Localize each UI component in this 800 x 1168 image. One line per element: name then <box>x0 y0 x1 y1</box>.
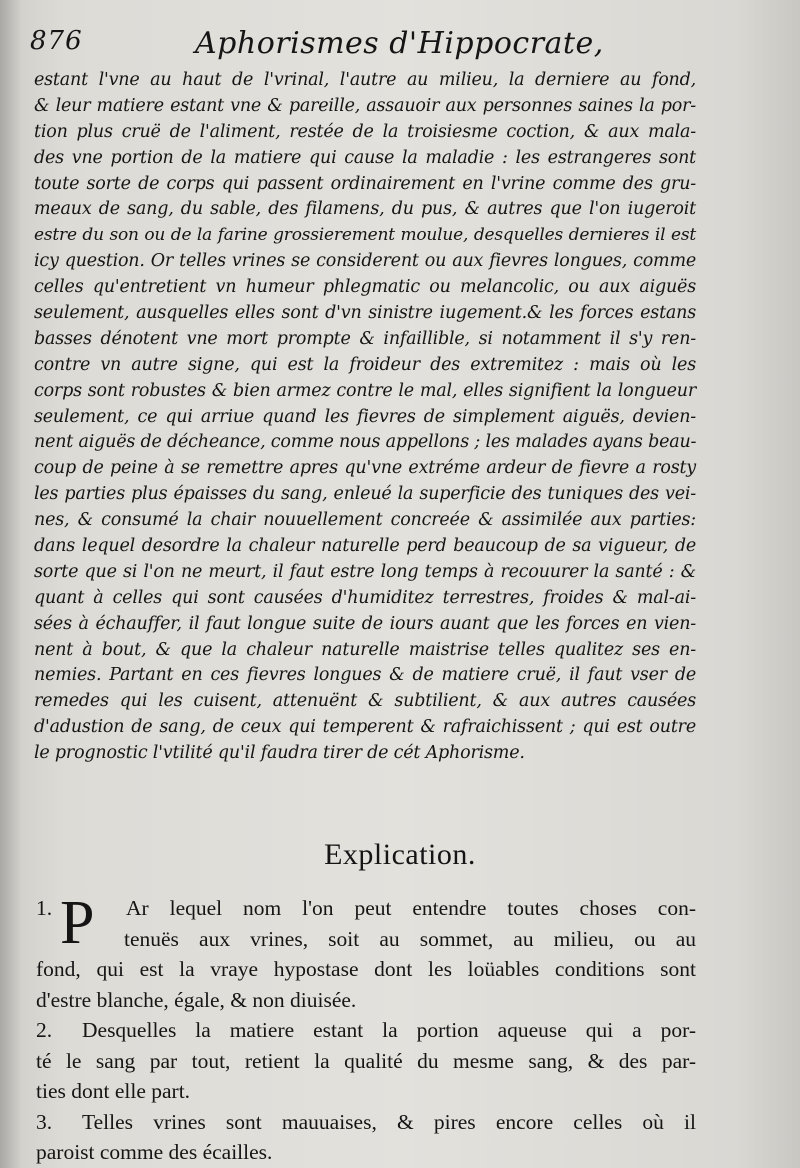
explication-line <box>36 1107 696 1138</box>
explication-list <box>36 889 696 1168</box>
explication-line <box>36 893 696 924</box>
text-line: dans lequel desordre la chaleur naturelle perd beaucoup de sa vigueur, de <box>34 536 696 557</box>
text-line: basses dénotent vne mort prompte & infaillible, si notamment il s'y ren- <box>34 328 696 349</box>
text-line: sées à échauffer, il faut longue suite de iours auant que les forces en vien- <box>34 613 696 634</box>
text-line: seulement, ausquelles elles sont d'vn sinistre iugement.& les forces estans <box>34 303 696 324</box>
text-line: nent à bout, & que la chaleur naturelle maistrise telles qualitez ses en- <box>34 639 696 660</box>
text-line: nent aiguës de décheance, comme nous appellons ; les malades ayans beau- <box>34 432 697 453</box>
explication-item-3 <box>36 1107 696 1168</box>
text-line: les parties plus épaisses du sang, enleué la superficie des tuniques des vei- <box>34 484 696 505</box>
text-line: toute sorte de corps qui passent ordinairement en l'vrine comme des gru- <box>34 173 696 194</box>
explication-line <box>36 1015 696 1046</box>
item-text: tenuës aux vrines, soit au sommet, au milieu, ou au <box>124 926 696 951</box>
commentary-paragraph <box>34 68 696 767</box>
page-number: 876 <box>30 26 83 56</box>
text-line: meaux de sang, du sable, des filamens, du pus, & autres que l'on iugeroit <box>34 199 696 220</box>
drop-cap: P <box>60 889 95 957</box>
text-line: & leur matiere estant vne & pareille, assauoir aux personnes saines la por- <box>34 95 696 116</box>
explication-line: fond, qui est la vraye hypostase dont les loüables conditions sont <box>36 957 696 981</box>
explication-item-2 <box>36 1015 696 1107</box>
text-line: nes, & consumé la chair nouuellement concreée & assimilée aux parties: <box>34 510 696 531</box>
text-line: celles qu'entretient vn humeur phlegmatic ou melancolic, ou aux aiguës <box>34 277 696 298</box>
text-line: estre du son ou de la farine grossierement moulue, desquelles dernieres il est <box>34 225 696 246</box>
text-line: le prognostic l'vtilité qu'il faudra tirer de cét Aphorisme. <box>34 743 525 764</box>
item-number: 3. <box>36 1109 53 1134</box>
page-header <box>30 26 750 66</box>
explication-item-1 <box>36 889 696 1015</box>
item-number: 2. <box>36 1018 53 1042</box>
text-line: coup de peine à se remettre apres qu'vne extréme ardeur de fievre a rosty <box>34 458 696 479</box>
text-line: tion plus cruë de l'aliment, restée de la troisiesme coction, & aux mala- <box>34 121 696 142</box>
page-gutter-shadow <box>0 0 22 1168</box>
explication-line <box>36 924 696 955</box>
item-number: 1. <box>36 896 53 920</box>
text-line: remedes qui les cuisent, attenuënt & subtilient, & aux autres causées <box>34 691 696 712</box>
running-title: Aphorismes d'Hippocrate, <box>195 26 604 61</box>
text-line: contre vn autre signe, qui est la froideur des extremitez : mais où les <box>34 354 696 375</box>
text-line: nemies. Partant en ces fievres longues & de matiere cruë, il faut vser de <box>34 665 696 686</box>
text-line: corps sont robustes & bien armez contre le mal, elles signifient la longueur <box>34 380 696 401</box>
explication-line: paroist comme des écailles. <box>36 1140 273 1164</box>
item-text: Ar lequel nom l'on peut entendre toutes choses con- <box>126 896 696 920</box>
explication-line: d'estre blanche, égale, & non diuisée. <box>36 987 357 1012</box>
item-text: Desquelles la matiere estant la portion aqueuse qui a por- <box>82 1018 696 1042</box>
section-heading: Explication. <box>324 838 476 871</box>
explication-line: ties dont elle part. <box>36 1079 191 1103</box>
text-line: icy question. Or telles vrines se considerent ou aux fievres longues, comme <box>34 251 696 272</box>
text-line: estant l'vne au haut de l'vrinal, l'autre au milieu, la derniere au fond, <box>34 70 696 90</box>
text-line: des vne portion de la matiere qui cause la maladie : les estrangeres sont <box>34 147 696 168</box>
item-text: Telles vrines sont mauuaises, & pires encore celles où il <box>82 1109 696 1134</box>
text-line: d'adustion de sang, de ceux qui temperent & rafraichissent ; qui est outre <box>34 717 696 738</box>
text-line: sorte que si l'on ne meurt, il faut estre long temps à recouurer la santé : & <box>34 561 696 582</box>
text-line: seulement, ce qui arriue quand les fievres de simplement aiguës, devien- <box>34 406 696 427</box>
explication-line: té le sang par tout, retient la qualité du mesme sang, & des par- <box>36 1048 696 1073</box>
text-line: quant à celles qui sont causées d'humiditez terrestres, froides & mal-ai- <box>34 587 696 608</box>
